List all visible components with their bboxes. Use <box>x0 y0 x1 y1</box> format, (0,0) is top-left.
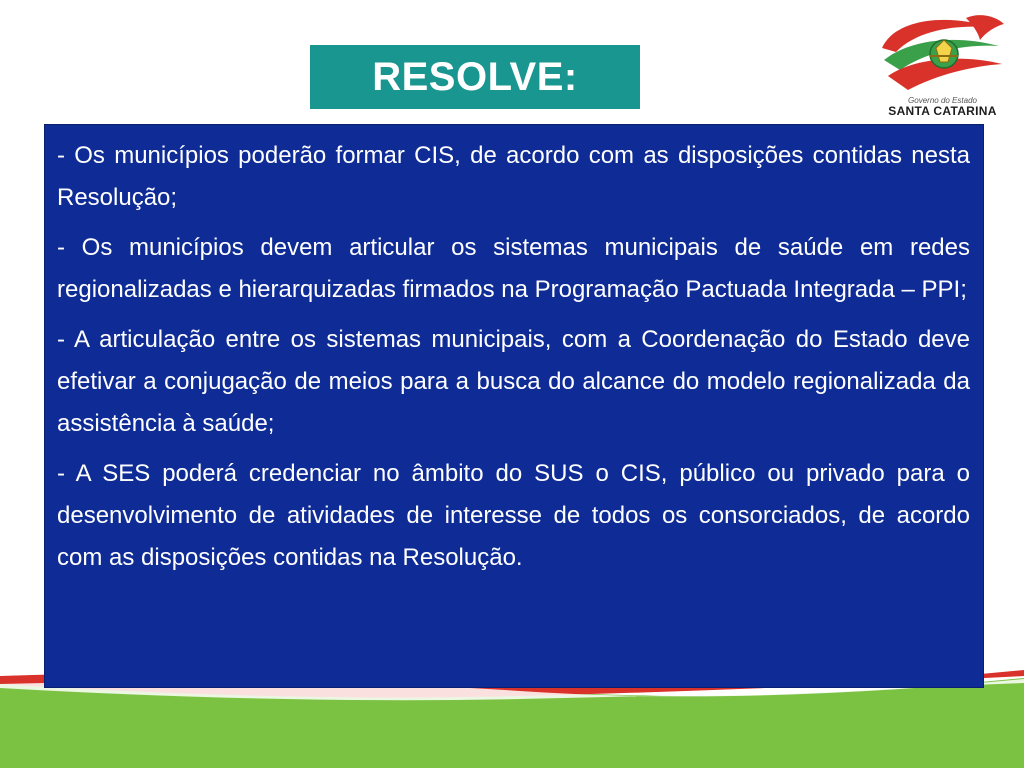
logo-name: SANTA CATARINA <box>888 104 997 118</box>
paragraph-1: - Os municípios poderão formar CIS, de acordo com as disposições contidas nesta Resolução; <box>57 142 970 211</box>
slide-title: RESOLVE: <box>372 54 578 99</box>
logo-top-text: Governo do Estado <box>908 96 977 105</box>
logo-caption <box>870 96 1015 118</box>
content-box <box>44 124 984 688</box>
title-banner <box>310 45 640 109</box>
paragraph-2: - Os municípios devem articular os sistemas municipais de saúde em redes regionalizadas e hierarquizadas firmados na Programação Pactuada Integrada – PPI; <box>57 234 970 303</box>
paragraph-4: - A SES poderá credenciar no âmbito do SUS o CIS, público ou privado para o desenvolvimento de atividades de interesse de todos os consorciados, de acordo com as disposições contidas na Resolução. <box>57 460 970 571</box>
paragraph-3: - A articulação entre os sistemas municipais, com a Coordenação do Estado deve efetivar a conjugação de meios para a busca do alcance do modelo regionalizada da assistência à saúde; <box>57 326 970 437</box>
